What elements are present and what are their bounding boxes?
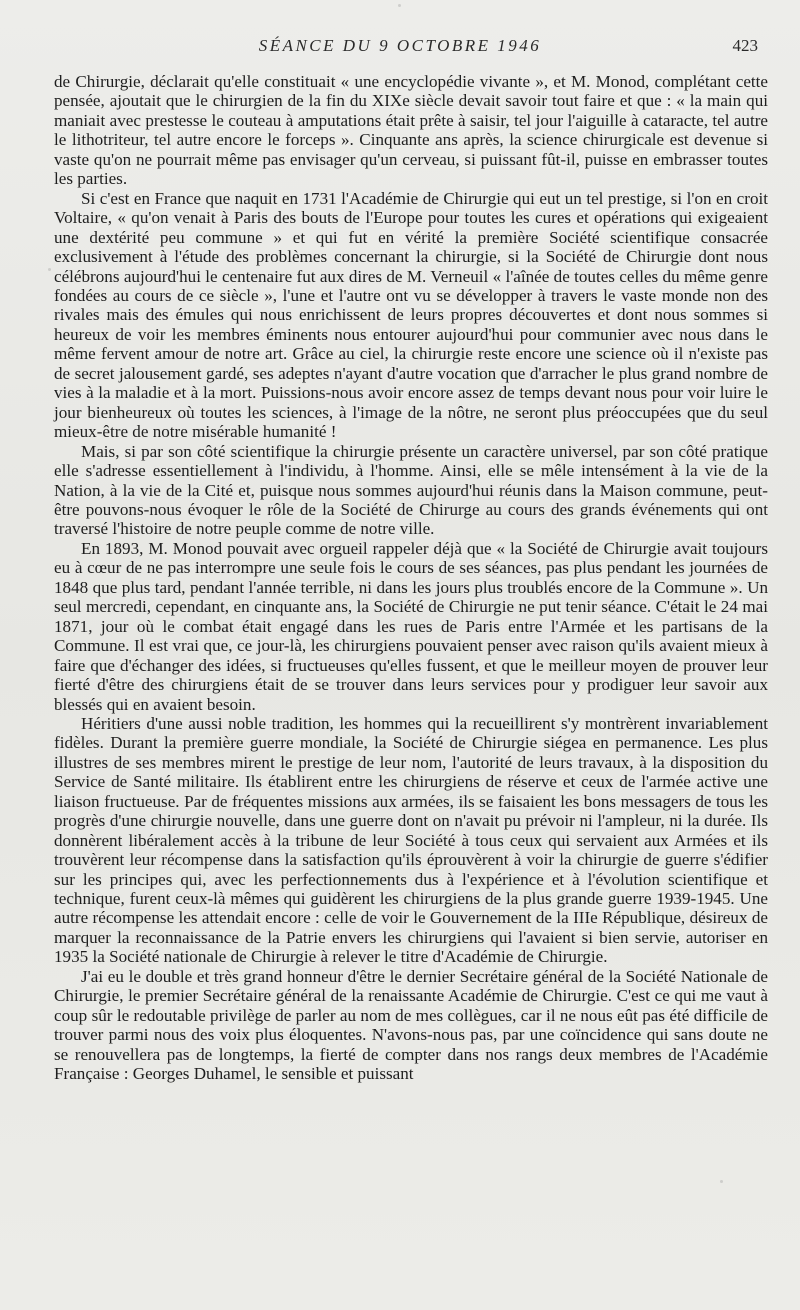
scan-speck <box>398 4 401 7</box>
paragraph-6: J'ai eu le double et très grand honneur d'être le dernier Secrétaire général de la Société Nationale de Chirurgie, le premier Secrétaire général de la renaissante Académie de Chirurgie. C'est ce qui me vaut à coup sûr le redoutable privilège de parler au nom de mes collègues, car il ne nous eût pas été difficile de trouver parmi nous des voix plus éloquentes. N'avons-nous pas, par une coïncidence qui sans doute ne se renouvellera pas de longtemps, la fierté de compter dans nos rangs deux membres de l'Académie Française : Georges Duhamel, le sensible et puissant <box>54 966 768 1084</box>
scan-speck <box>48 268 51 271</box>
paragraph-5: Héritiers d'une aussi noble tradition, les hommes qui la recueillirent s'y montrèrent invariablement fidèles. Durant la première guerre mondiale, la Société de Chirurgie siégea en permanence. Les plus illustres de ses membres mirent le prestige de leur nom, l'autorité de leurs travaux, à la disposition du Service de Santé militaire. Ils établirent entre les chirurgiens de réserve et ceux de l'armée active une liaison fructueuse. Par de fréquentes missions aux armées, ils se faisaient les bons messagers de tous les progrès d'une chirurgie nouvelle, dans une guerre dont on n'avait pu prévoir ni l'ampleur, ni la durée. Ils donnèrent libéralement accès à la tribune de leur Société à tous ceux qui servaient aux Armées et ils trouvèrent leur récompense dans la satisfaction qu'ils éprouvèrent à voir la chirurgie de guerre s'édifier sur les principes qui, avec les perfectionnements dus à l'expérience et à l'évolution scientifique et technique, furent ceux-là mêmes qui guidèrent les chirurgiens de la plus grande guerre 1939-1945. Une autre récompense les attendait encore : celle de voir le Gouvernement de la IIIe République, désireux de marquer la reconnaissance de la Patrie envers les chirurgiens qui l'avaient si bien servie, autoriser en 1935 la Société nationale de Chirurgie à relever le titre d'Académie de Chirurgie. <box>54 713 768 967</box>
page-header <box>0 36 800 60</box>
scan-speck <box>720 1180 723 1183</box>
page-number: 423 <box>732 36 758 55</box>
paragraph-2: Si c'est en France que naquit en 1731 l'Académie de Chirurgie qui eut un tel prestige, si l'on en croit Voltaire, « qu'on venait à Paris des bouts de l'Europe pour toutes les cures et opérations qui exigeaient une dextérité peu commune » et qui fut en vérité la première Société scientifique consacrée exclusivement à l'étude des problèmes concernant la chirurgie, si la Société de Chirurgie dont nous célébrons aujourd'hui le centenaire fut aux dires de M. Verneuil « l'aînée de toutes celles du même genre fondées au cours de ce siècle », l'une et l'autre ont vu se développer à travers le vaste monde non des rivales mais des émules qui nous enrichissent de leurs propres découvertes et dont nous sommes si heureux de voir les membres éminents nous entourer aujourd'hui pour communier avec nous dans le même fervent amour de notre art. Grâce au ciel, la chirurgie reste encore une science où il n'existe pas de secret jalousement gardé, ses adeptes n'ayant d'autre vocation que d'arracher le plus grand nombre de vies à la maladie et à la mort. Puissions-nous avoir encore assez de temps devant nous pour voir luire le jour bienheureux où toutes les sciences, à l'image de la nôtre, ne seront plus préoccupées que du seul mieux-être de notre misérable humanité ! <box>54 188 768 442</box>
paragraph-3: Mais, si par son côté scientifique la chirurgie présente un caractère universel, par son côté pratique elle s'adresse essentiellement à l'individu, à l'homme. Ainsi, elle se mêle intensément à la vie de la Nation, à la vie de la Cité et, puisque nous sommes aujourd'hui réunis dans la Maison commune, peut-être pouvons-nous évoquer le rôle de la Société de Chirurge au cours des grands événements qui ont traversé l'histoire de notre peuple comme de notre ville. <box>54 441 768 539</box>
body-text <box>54 72 768 1084</box>
paragraph-4: En 1893, M. Monod pouvait avec orgueil rappeler déjà que « la Société de Chirurgie avait toujours eu à cœur de ne pas interrompre une seule fois le cours de ses séances, pas plus pendant les journées de 1848 que plus tard, pendant l'année terrible, ni dans les jours plus troublés encore de la Commune ». Un seul mercredi, cependant, en cinquante ans, la Société de Chirurgie ne put tenir séance. C'était le 24 mai 1871, jour où le combat était engagé dans les rues de Paris entre l'Armée et les partisans de la Commune. Il est vrai que, ce jour-là, les chirurgiens pouvaient penser avec raison qu'ils avaient mieux à faire que d'échanger des idées, si fructueuses qu'elles fussent, et que le meilleur moyen de prouver leur fierté d'être des chirurgiens était de se trouver dans leurs services pour y prodiguer leur savoir aux blessés qui en avaient besoin. <box>54 538 768 714</box>
paragraph-1: de Chirurgie, déclarait qu'elle constituait « une encyclopédie vivante », et M. Monod, complétant cette pensée, ajoutait que le chirurgien de la fin du XIXe siècle devait savoir tout faire et que : « la main qui maniait avec prestesse le couteau à amputations était prête à saisir, tel jour l'aiguille à cataracte, tel autre le lithotriteur, tel autre encore le forceps ». Cinquante ans après, la science chirurgicale est devenue si vaste qu'on ne pourrait même pas envisager qu'un cerveau, si puissant fût-il, puisse en embrasser toutes les parties. <box>54 72 768 189</box>
running-head: SÉANCE DU 9 OCTOBRE 1946 <box>258 36 542 55</box>
